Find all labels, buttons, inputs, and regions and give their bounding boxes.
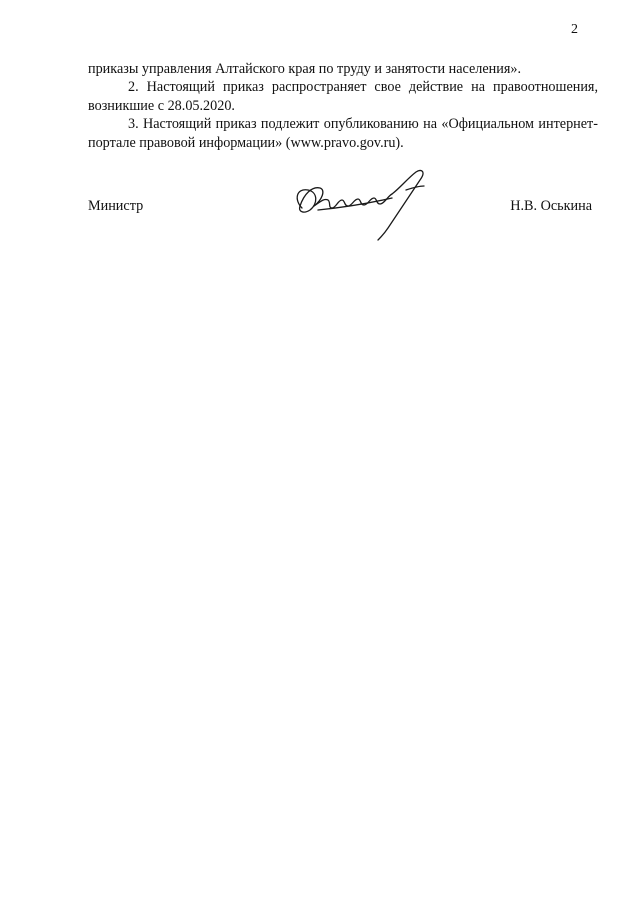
document-body <box>88 60 598 152</box>
paragraph-item-2: 2. Настоящий приказ распространяет свое действие на правоотношения, возникшие с 28.05.2020. <box>88 79 598 114</box>
paragraph-continuation: приказы управления Алтайского края по труду и занятости населения». <box>88 61 521 77</box>
page-number: 2 <box>571 22 578 37</box>
signatory-title: Министр <box>88 198 144 214</box>
signature-block <box>88 160 598 250</box>
signatory-name: Н.В. Оськина <box>510 198 592 214</box>
handwritten-signature <box>288 164 448 244</box>
paragraph-item-3: 3. Настоящий приказ подлежит опубликованию на «Официальном интернет-портале правовой информации» (www.pravo.gov.ru). <box>88 116 598 151</box>
